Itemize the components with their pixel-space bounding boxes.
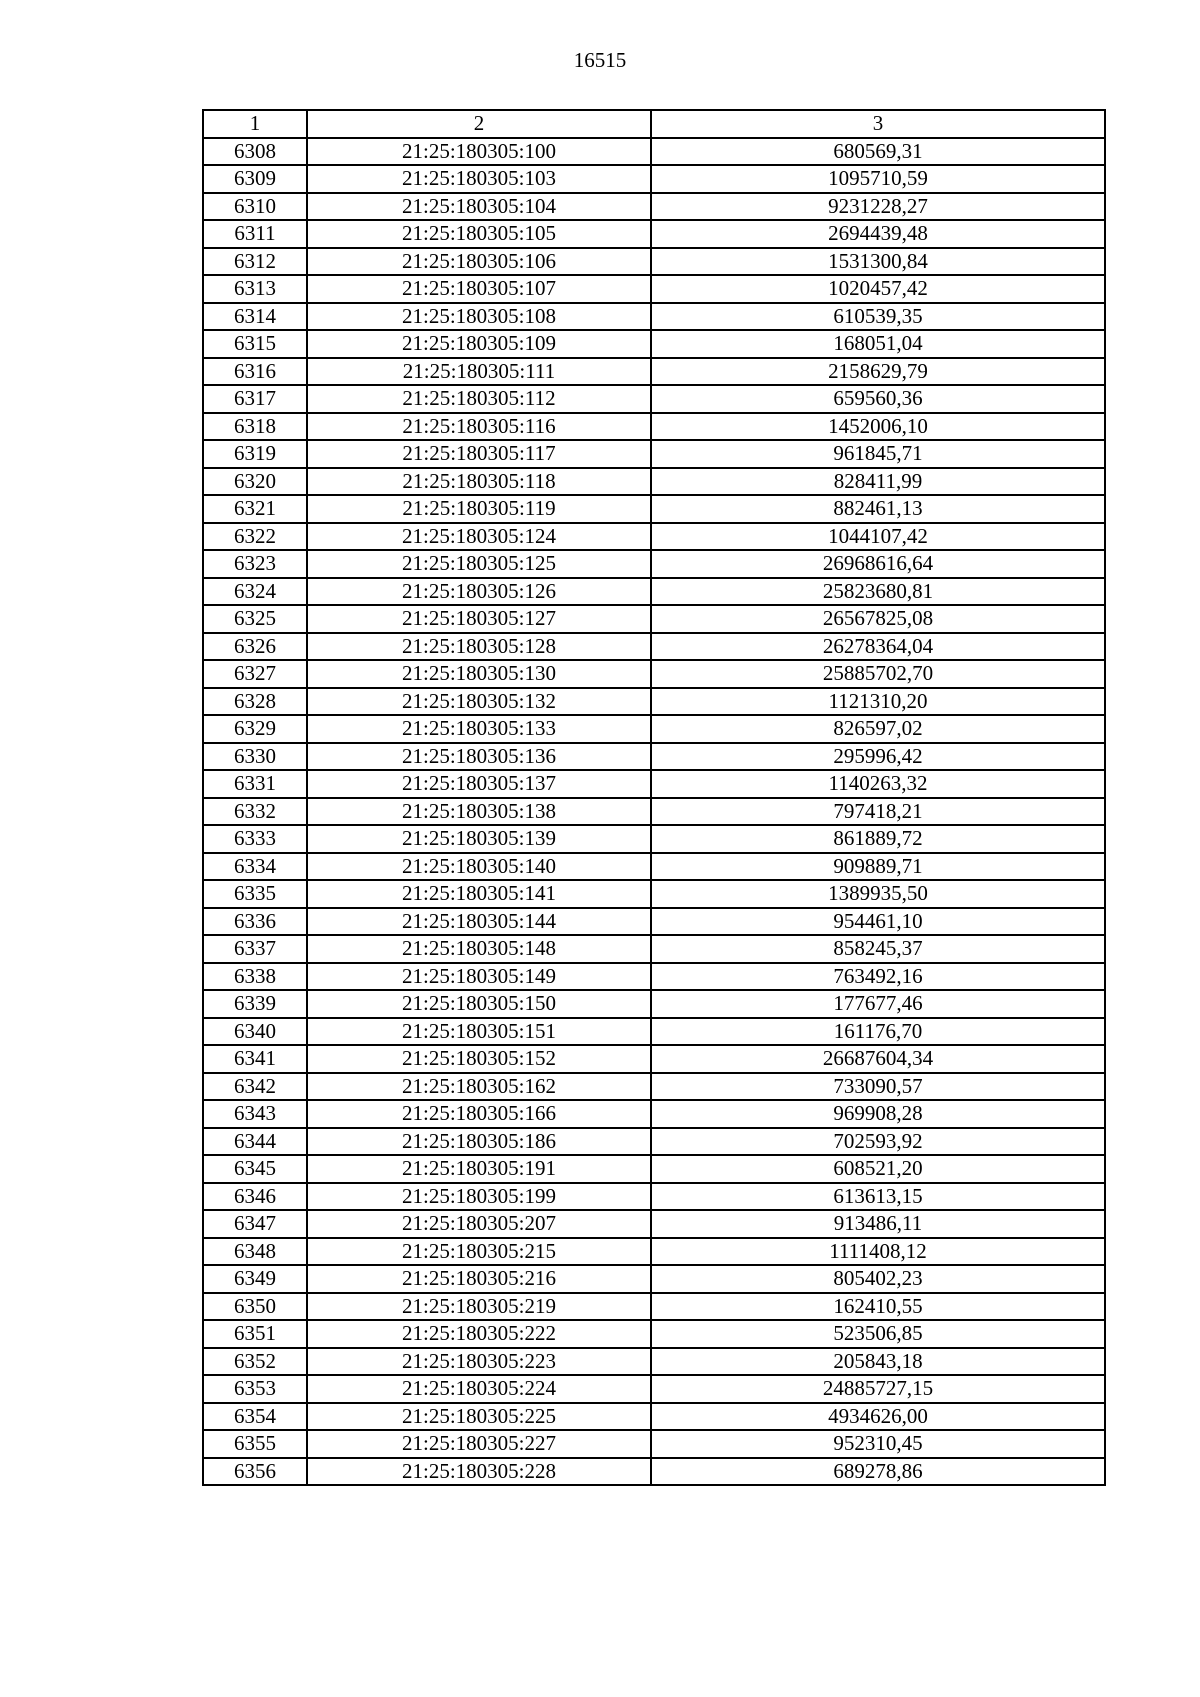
table-row	[203, 138, 1105, 166]
row-number-cell: 6351	[203, 1320, 307, 1348]
row-number-cell: 6350	[203, 1293, 307, 1321]
table-row	[203, 688, 1105, 716]
cadastral-number-cell: 21:25:180305:152	[307, 1045, 651, 1073]
table-row	[203, 303, 1105, 331]
row-number-cell: 6337	[203, 935, 307, 963]
column-header-3: 3	[651, 110, 1105, 138]
cadastral-number-cell: 21:25:180305:215	[307, 1238, 651, 1266]
value-cell: 177677,46	[651, 990, 1105, 1018]
cadastral-number-cell: 21:25:180305:124	[307, 523, 651, 551]
table-row	[203, 1100, 1105, 1128]
cadastral-number-cell: 21:25:180305:186	[307, 1128, 651, 1156]
row-number-cell: 6317	[203, 385, 307, 413]
cadastral-number-cell: 21:25:180305:151	[307, 1018, 651, 1046]
cadastral-number-cell: 21:25:180305:150	[307, 990, 651, 1018]
table-row	[203, 330, 1105, 358]
table-row	[203, 743, 1105, 771]
cadastral-number-cell: 21:25:180305:109	[307, 330, 651, 358]
row-number-cell: 6346	[203, 1183, 307, 1211]
row-number-cell: 6312	[203, 248, 307, 276]
row-number-cell: 6319	[203, 440, 307, 468]
cadastral-number-cell: 21:25:180305:228	[307, 1458, 651, 1486]
value-cell: 680569,31	[651, 138, 1105, 166]
row-number-cell: 6328	[203, 688, 307, 716]
cadastral-number-cell: 21:25:180305:103	[307, 165, 651, 193]
table-row	[203, 1375, 1105, 1403]
table-row	[203, 853, 1105, 881]
column-header-1: 1	[203, 110, 307, 138]
table-header-row	[203, 110, 1105, 138]
table-row	[203, 825, 1105, 853]
value-cell: 1020457,42	[651, 275, 1105, 303]
row-number-cell: 6323	[203, 550, 307, 578]
value-cell: 26968616,64	[651, 550, 1105, 578]
row-number-cell: 6322	[203, 523, 307, 551]
row-number-cell: 6339	[203, 990, 307, 1018]
table-row	[203, 1293, 1105, 1321]
value-cell: 2158629,79	[651, 358, 1105, 386]
row-number-cell: 6329	[203, 715, 307, 743]
data-table	[202, 109, 1106, 1486]
table-row	[203, 633, 1105, 661]
value-cell: 523506,85	[651, 1320, 1105, 1348]
value-cell: 26687604,34	[651, 1045, 1105, 1073]
value-cell: 952310,45	[651, 1430, 1105, 1458]
value-cell: 4934626,00	[651, 1403, 1105, 1431]
value-cell: 861889,72	[651, 825, 1105, 853]
cadastral-number-cell: 21:25:180305:133	[307, 715, 651, 743]
cadastral-number-cell: 21:25:180305:100	[307, 138, 651, 166]
cadastral-number-cell: 21:25:180305:224	[307, 1375, 651, 1403]
table-row	[203, 1073, 1105, 1101]
value-cell: 613613,15	[651, 1183, 1105, 1211]
value-cell: 25823680,81	[651, 578, 1105, 606]
value-cell: 1389935,50	[651, 880, 1105, 908]
table-row	[203, 798, 1105, 826]
row-number-cell: 6348	[203, 1238, 307, 1266]
table-row	[203, 1403, 1105, 1431]
cadastral-number-cell: 21:25:180305:149	[307, 963, 651, 991]
row-number-cell: 6340	[203, 1018, 307, 1046]
cadastral-number-cell: 21:25:180305:112	[307, 385, 651, 413]
value-cell: 913486,11	[651, 1210, 1105, 1238]
table-row	[203, 1045, 1105, 1073]
table-row	[203, 1320, 1105, 1348]
table-row	[203, 1348, 1105, 1376]
value-cell: 805402,23	[651, 1265, 1105, 1293]
cadastral-number-cell: 21:25:180305:191	[307, 1155, 651, 1183]
row-number-cell: 6355	[203, 1430, 307, 1458]
value-cell: 1121310,20	[651, 688, 1105, 716]
row-number-cell: 6309	[203, 165, 307, 193]
cadastral-number-cell: 21:25:180305:128	[307, 633, 651, 661]
value-cell: 2694439,48	[651, 220, 1105, 248]
value-cell: 205843,18	[651, 1348, 1105, 1376]
value-cell: 162410,55	[651, 1293, 1105, 1321]
table-row	[203, 990, 1105, 1018]
table-row	[203, 963, 1105, 991]
row-number-cell: 6343	[203, 1100, 307, 1128]
table-row	[203, 770, 1105, 798]
cadastral-number-cell: 21:25:180305:130	[307, 660, 651, 688]
row-number-cell: 6313	[203, 275, 307, 303]
value-cell: 608521,20	[651, 1155, 1105, 1183]
table-row	[203, 358, 1105, 386]
value-cell: 969908,28	[651, 1100, 1105, 1128]
value-cell: 797418,21	[651, 798, 1105, 826]
row-number-cell: 6347	[203, 1210, 307, 1238]
value-cell: 24885727,15	[651, 1375, 1105, 1403]
cadastral-number-cell: 21:25:180305:127	[307, 605, 651, 633]
row-number-cell: 6352	[203, 1348, 307, 1376]
cadastral-number-cell: 21:25:180305:227	[307, 1430, 651, 1458]
table-row	[203, 1458, 1105, 1486]
table-row	[203, 165, 1105, 193]
row-number-cell: 6342	[203, 1073, 307, 1101]
cadastral-number-cell: 21:25:180305:126	[307, 578, 651, 606]
cadastral-number-cell: 21:25:180305:111	[307, 358, 651, 386]
table-row	[203, 1265, 1105, 1293]
value-cell: 882461,13	[651, 495, 1105, 523]
value-cell: 763492,16	[651, 963, 1105, 991]
cadastral-number-cell: 21:25:180305:107	[307, 275, 651, 303]
row-number-cell: 6308	[203, 138, 307, 166]
value-cell: 1111408,12	[651, 1238, 1105, 1266]
row-number-cell: 6316	[203, 358, 307, 386]
row-number-cell: 6326	[203, 633, 307, 661]
value-cell: 733090,57	[651, 1073, 1105, 1101]
table-row	[203, 660, 1105, 688]
table-row	[203, 880, 1105, 908]
value-cell: 659560,36	[651, 385, 1105, 413]
row-number-cell: 6354	[203, 1403, 307, 1431]
value-cell: 1140263,32	[651, 770, 1105, 798]
value-cell: 702593,92	[651, 1128, 1105, 1156]
table-row	[203, 550, 1105, 578]
cadastral-number-cell: 21:25:180305:162	[307, 1073, 651, 1101]
cadastral-number-cell: 21:25:180305:216	[307, 1265, 651, 1293]
table-row	[203, 908, 1105, 936]
row-number-cell: 6325	[203, 605, 307, 633]
table-row	[203, 523, 1105, 551]
row-number-cell: 6321	[203, 495, 307, 523]
cadastral-number-cell: 21:25:180305:139	[307, 825, 651, 853]
cadastral-number-cell: 21:25:180305:117	[307, 440, 651, 468]
row-number-cell: 6345	[203, 1155, 307, 1183]
cadastral-number-cell: 21:25:180305:140	[307, 853, 651, 881]
row-number-cell: 6318	[203, 413, 307, 441]
value-cell: 1531300,84	[651, 248, 1105, 276]
table-row	[203, 1155, 1105, 1183]
cadastral-number-cell: 21:25:180305:225	[307, 1403, 651, 1431]
row-number-cell: 6327	[203, 660, 307, 688]
value-cell: 689278,86	[651, 1458, 1105, 1486]
cadastral-number-cell: 21:25:180305:118	[307, 468, 651, 496]
row-number-cell: 6330	[203, 743, 307, 771]
cadastral-number-cell: 21:25:180305:219	[307, 1293, 651, 1321]
table-row	[203, 413, 1105, 441]
value-cell: 858245,37	[651, 935, 1105, 963]
value-cell: 826597,02	[651, 715, 1105, 743]
cadastral-number-cell: 21:25:180305:106	[307, 248, 651, 276]
value-cell: 168051,04	[651, 330, 1105, 358]
table-row	[203, 1210, 1105, 1238]
table-row	[203, 605, 1105, 633]
column-header-2: 2	[307, 110, 651, 138]
cadastral-number-cell: 21:25:180305:108	[307, 303, 651, 331]
cadastral-number-cell: 21:25:180305:137	[307, 770, 651, 798]
cadastral-number-cell: 21:25:180305:132	[307, 688, 651, 716]
table-row	[203, 193, 1105, 221]
row-number-cell: 6353	[203, 1375, 307, 1403]
table-body	[203, 110, 1105, 1485]
cadastral-number-cell: 21:25:180305:223	[307, 1348, 651, 1376]
row-number-cell: 6334	[203, 853, 307, 881]
row-number-cell: 6311	[203, 220, 307, 248]
cadastral-number-cell: 21:25:180305:141	[307, 880, 651, 908]
row-number-cell: 6338	[203, 963, 307, 991]
value-cell: 26567825,08	[651, 605, 1105, 633]
cadastral-number-cell: 21:25:180305:222	[307, 1320, 651, 1348]
value-cell: 961845,71	[651, 440, 1105, 468]
row-number-cell: 6332	[203, 798, 307, 826]
table-row	[203, 715, 1105, 743]
row-number-cell: 6314	[203, 303, 307, 331]
table-row	[203, 1128, 1105, 1156]
value-cell: 1452006,10	[651, 413, 1105, 441]
row-number-cell: 6356	[203, 1458, 307, 1486]
cadastral-number-cell: 21:25:180305:125	[307, 550, 651, 578]
page-number: 16515	[573, 48, 627, 72]
cadastral-number-cell: 21:25:180305:199	[307, 1183, 651, 1211]
table-row	[203, 935, 1105, 963]
row-number-cell: 6341	[203, 1045, 307, 1073]
table-row	[203, 220, 1105, 248]
table-row	[203, 1430, 1105, 1458]
row-number-cell: 6310	[203, 193, 307, 221]
cadastral-number-cell: 21:25:180305:104	[307, 193, 651, 221]
value-cell: 1044107,42	[651, 523, 1105, 551]
row-number-cell: 6344	[203, 1128, 307, 1156]
row-number-cell: 6324	[203, 578, 307, 606]
table-row	[203, 275, 1105, 303]
value-cell: 161176,70	[651, 1018, 1105, 1046]
row-number-cell: 6315	[203, 330, 307, 358]
row-number-cell: 6320	[203, 468, 307, 496]
value-cell: 295996,42	[651, 743, 1105, 771]
value-cell: 954461,10	[651, 908, 1105, 936]
value-cell: 828411,99	[651, 468, 1105, 496]
cadastral-number-cell: 21:25:180305:105	[307, 220, 651, 248]
row-number-cell: 6335	[203, 880, 307, 908]
cadastral-number-cell: 21:25:180305:138	[307, 798, 651, 826]
table-row	[203, 1018, 1105, 1046]
row-number-cell: 6336	[203, 908, 307, 936]
value-cell: 26278364,04	[651, 633, 1105, 661]
cadastral-number-cell: 21:25:180305:144	[307, 908, 651, 936]
cadastral-number-cell: 21:25:180305:116	[307, 413, 651, 441]
row-number-cell: 6333	[203, 825, 307, 853]
table-row	[203, 440, 1105, 468]
row-number-cell: 6349	[203, 1265, 307, 1293]
row-number-cell: 6331	[203, 770, 307, 798]
cadastral-number-cell: 21:25:180305:207	[307, 1210, 651, 1238]
table-row	[203, 495, 1105, 523]
table-row	[203, 578, 1105, 606]
value-cell: 9231228,27	[651, 193, 1105, 221]
value-cell: 25885702,70	[651, 660, 1105, 688]
table-row	[203, 1183, 1105, 1211]
value-cell: 909889,71	[651, 853, 1105, 881]
cadastral-number-cell: 21:25:180305:119	[307, 495, 651, 523]
cadastral-number-cell: 21:25:180305:166	[307, 1100, 651, 1128]
cadastral-number-cell: 21:25:180305:148	[307, 935, 651, 963]
table-row	[203, 385, 1105, 413]
table-row	[203, 248, 1105, 276]
table-row	[203, 468, 1105, 496]
value-cell: 1095710,59	[651, 165, 1105, 193]
value-cell: 610539,35	[651, 303, 1105, 331]
cadastral-number-cell: 21:25:180305:136	[307, 743, 651, 771]
table-row	[203, 1238, 1105, 1266]
